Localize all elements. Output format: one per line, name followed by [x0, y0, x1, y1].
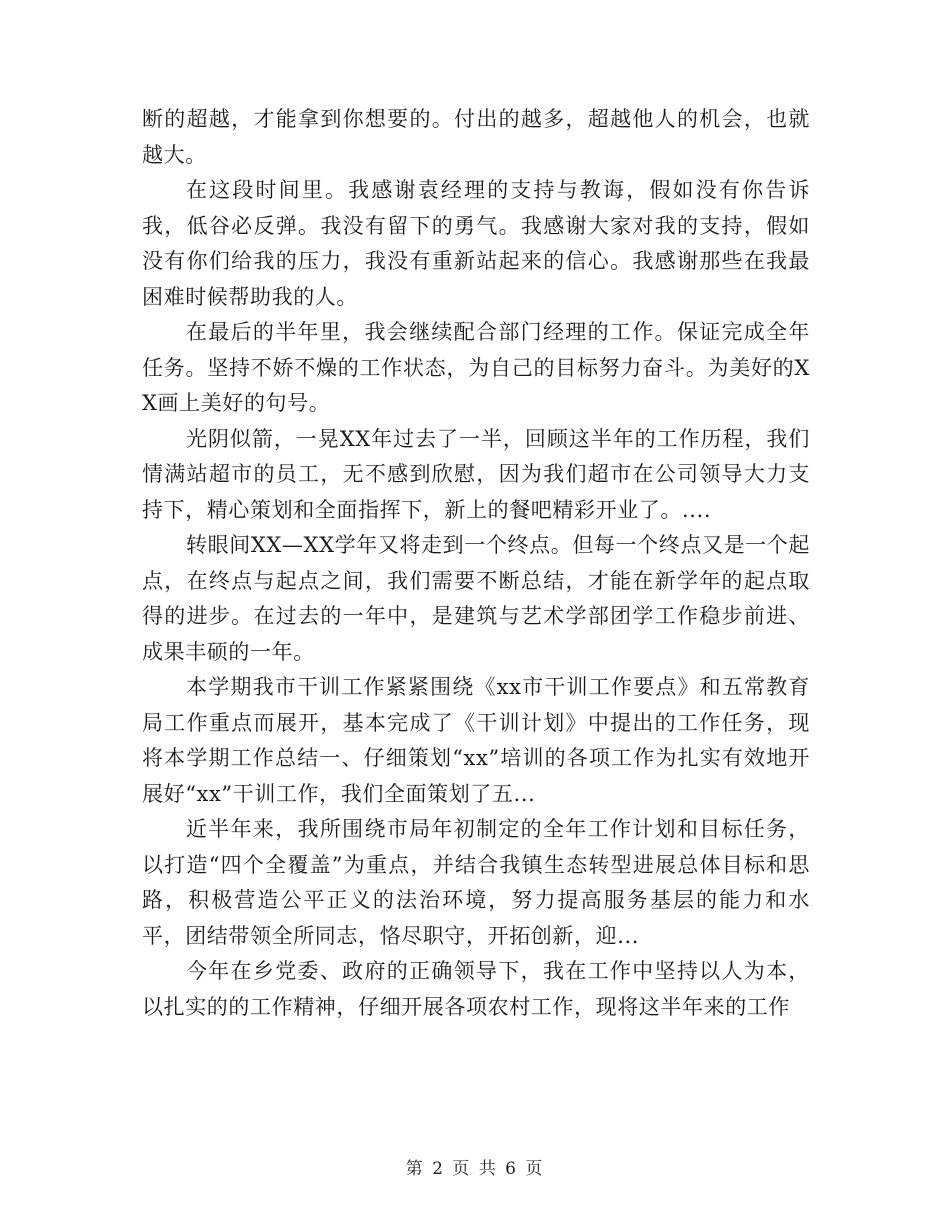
document-body [142, 102, 810, 1025]
paragraph-plan: 在最后的半年里，我会继续配合部门经理的工作。保证完成全年任务。坚持不娇不燥的工作状态，为自己的目标努力奋斗。为美好的XX画上美好的句号。 [142, 320, 810, 415]
page-number-footer: 第 2 页 共 6 页 [405, 1159, 545, 1179]
paragraph-continuation: 断的超越，才能拿到你想要的。付出的越多，超越他人的机会，也就越大。 [142, 107, 810, 167]
paragraph-training: 本学期我市干训工作紧紧围绕《xx市干训工作要点》和五常教育局工作重点而展开，基本完成了《干训计划》中提出的工作任务，现将本学期工作总结一、仔细策划“xx”培训的各项工作为扎实有效地开展好“xx”干训工作，我们全面策划了五... [142, 675, 810, 806]
paragraph-school-year: 转眼间XX—XX学年又将走到一个终点。但每一个终点又是一个起点，在终点与起点之间，我们需要不断总结，才能在新学年的起点取得的进步。在过去的一年中，是建筑与艺术学部团学工作稳步前进、成果丰硕的一年。 [142, 533, 810, 664]
paragraph-supermarket: 光阴似箭，一晃XX年过去了一半，回顾这半年的工作历程，我们情满站超市的员工，无不感到欣慰，因为我们超市在公司领导大力支持下，精心策划和全面指挥下，新上的餐吧精彩开业了。.... [142, 426, 810, 522]
paragraph-legal-work: 近半年来，我所围绕市局年初制定的全年工作计划和目标任务，以打造“四个全覆盖”为重点，并结合我镇生态转型进展总体目标和思路，积极营造公平正义的法治环境，努力提高服务基层的能力和水平，团结带领全所同志，恪尽职守，开拓创新，迎... [142, 817, 810, 948]
paragraph-rural-work: 今年在乡党委、政府的正确领导下，我在工作中坚持以人为本，以扎实的的工作精神，仔细开展各项农村工作，现将这半年来的工作 [142, 959, 810, 1019]
paragraph-thanks: 在这段时间里。我感谢袁经理的支持与教诲，假如没有你告诉我，低谷必反弹。我没有留下的勇气。我感谢大家对我的支持，假如没有你们给我的压力，我没有重新站起来的信心。我感谢那些在我最困难时候帮助我的人。 [142, 178, 810, 309]
